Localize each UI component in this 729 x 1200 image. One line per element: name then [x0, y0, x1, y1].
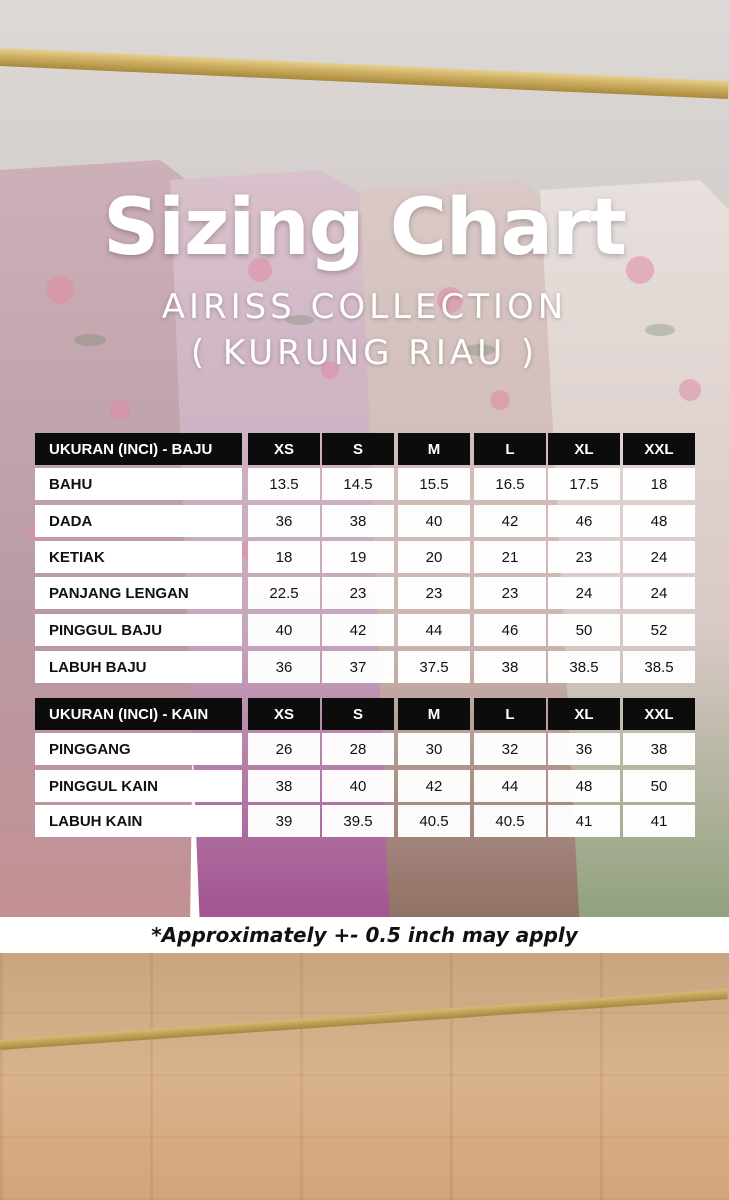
kain-value-cell: 32 — [474, 733, 546, 765]
baju-row-label: PANJANG LENGAN — [35, 577, 242, 609]
baju-value-cell: 15.5 — [398, 468, 470, 500]
baju-value-cell: 44 — [398, 614, 470, 646]
kain-value-cell: 39 — [248, 805, 320, 837]
baju-value-cell: 23 — [398, 577, 470, 609]
kain-value-cell: 26 — [248, 733, 320, 765]
baju-value-cell: 17.5 — [548, 468, 620, 500]
baju-value-cell: 18 — [623, 468, 695, 500]
baju-value-cell: 38 — [474, 651, 546, 683]
kain-header-size-xs: XS — [248, 698, 320, 730]
baju-value-cell: 42 — [322, 614, 394, 646]
baju-value-cell: 38.5 — [548, 651, 620, 683]
kain-value-cell: 44 — [474, 770, 546, 802]
kain-value-cell: 40 — [322, 770, 394, 802]
kain-value-cell: 40.5 — [398, 805, 470, 837]
baju-value-cell: 21 — [474, 541, 546, 573]
kain-row-label: LABUH KAIN — [35, 805, 242, 837]
approximation-note: *Approximately +- 0.5 inch may apply — [151, 923, 578, 947]
kain-header-size-l: L — [474, 698, 546, 730]
baju-row-label: DADA — [35, 505, 242, 537]
kain-value-cell: 30 — [398, 733, 470, 765]
baju-value-cell: 37 — [322, 651, 394, 683]
page-title: Sizing Chart — [103, 183, 626, 273]
baju-value-cell: 23 — [474, 577, 546, 609]
baju-value-cell: 36 — [248, 505, 320, 537]
kain-value-cell: 48 — [548, 770, 620, 802]
baju-row-label: PINGGUL BAJU — [35, 614, 242, 646]
baju-value-cell: 48 — [623, 505, 695, 537]
kain-value-cell: 50 — [623, 770, 695, 802]
baju-value-cell: 46 — [548, 505, 620, 537]
baju-value-cell: 37.5 — [398, 651, 470, 683]
kain-header-size-xl: XL — [548, 698, 620, 730]
baju-value-cell: 38 — [322, 505, 394, 537]
note-band — [0, 917, 729, 953]
wooden-floor — [0, 950, 729, 1200]
baju-header-size-m: M — [398, 433, 470, 465]
collection-name: AIRISS COLLECTION — [161, 287, 568, 327]
kain-row-label: PINGGANG — [35, 733, 242, 765]
baju-value-cell: 46 — [474, 614, 546, 646]
baju-header-size-xs: XS — [248, 433, 320, 465]
kain-value-cell: 41 — [623, 805, 695, 837]
baju-header-size-l: L — [474, 433, 546, 465]
baju-value-cell: 42 — [474, 505, 546, 537]
kain-value-cell: 28 — [322, 733, 394, 765]
baju-value-cell: 24 — [548, 577, 620, 609]
baju-row-label: LABUH BAJU — [35, 651, 242, 683]
kain-header-label: UKURAN (INCI) - KAIN — [35, 698, 242, 730]
baju-row-label: KETIAK — [35, 541, 242, 573]
baju-value-cell: 19 — [322, 541, 394, 573]
baju-value-cell: 13.5 — [248, 468, 320, 500]
baju-value-cell: 52 — [623, 614, 695, 646]
kain-value-cell: 42 — [398, 770, 470, 802]
baju-value-cell: 40 — [398, 505, 470, 537]
baju-value-cell: 36 — [248, 651, 320, 683]
collection-style: ( KURUNG RIAU ) — [190, 333, 539, 373]
baju-value-cell: 23 — [322, 577, 394, 609]
baju-value-cell: 20 — [398, 541, 470, 573]
baju-row-label: BAHU — [35, 468, 242, 500]
baju-value-cell: 14.5 — [322, 468, 394, 500]
kain-header-size-s: S — [322, 698, 394, 730]
kain-value-cell: 39.5 — [322, 805, 394, 837]
baju-header-size-s: S — [322, 433, 394, 465]
baju-value-cell: 24 — [623, 541, 695, 573]
baju-value-cell: 23 — [548, 541, 620, 573]
baju-header-size-xl: XL — [548, 433, 620, 465]
kain-value-cell: 36 — [548, 733, 620, 765]
kain-value-cell: 41 — [548, 805, 620, 837]
baju-header-label: UKURAN (INCI) - BAJU — [35, 433, 242, 465]
baju-value-cell: 18 — [248, 541, 320, 573]
kain-value-cell: 40.5 — [474, 805, 546, 837]
baju-value-cell: 24 — [623, 577, 695, 609]
baju-value-cell: 22.5 — [248, 577, 320, 609]
baju-header-size-xxl: XXL — [623, 433, 695, 465]
kain-value-cell: 38 — [623, 733, 695, 765]
baju-value-cell: 50 — [548, 614, 620, 646]
kain-value-cell: 38 — [248, 770, 320, 802]
baju-value-cell: 38.5 — [623, 651, 695, 683]
baju-value-cell: 40 — [248, 614, 320, 646]
kain-row-label: PINGGUL KAIN — [35, 770, 242, 802]
kain-header-size-m: M — [398, 698, 470, 730]
baju-value-cell: 16.5 — [474, 468, 546, 500]
kain-header-size-xxl: XXL — [623, 698, 695, 730]
